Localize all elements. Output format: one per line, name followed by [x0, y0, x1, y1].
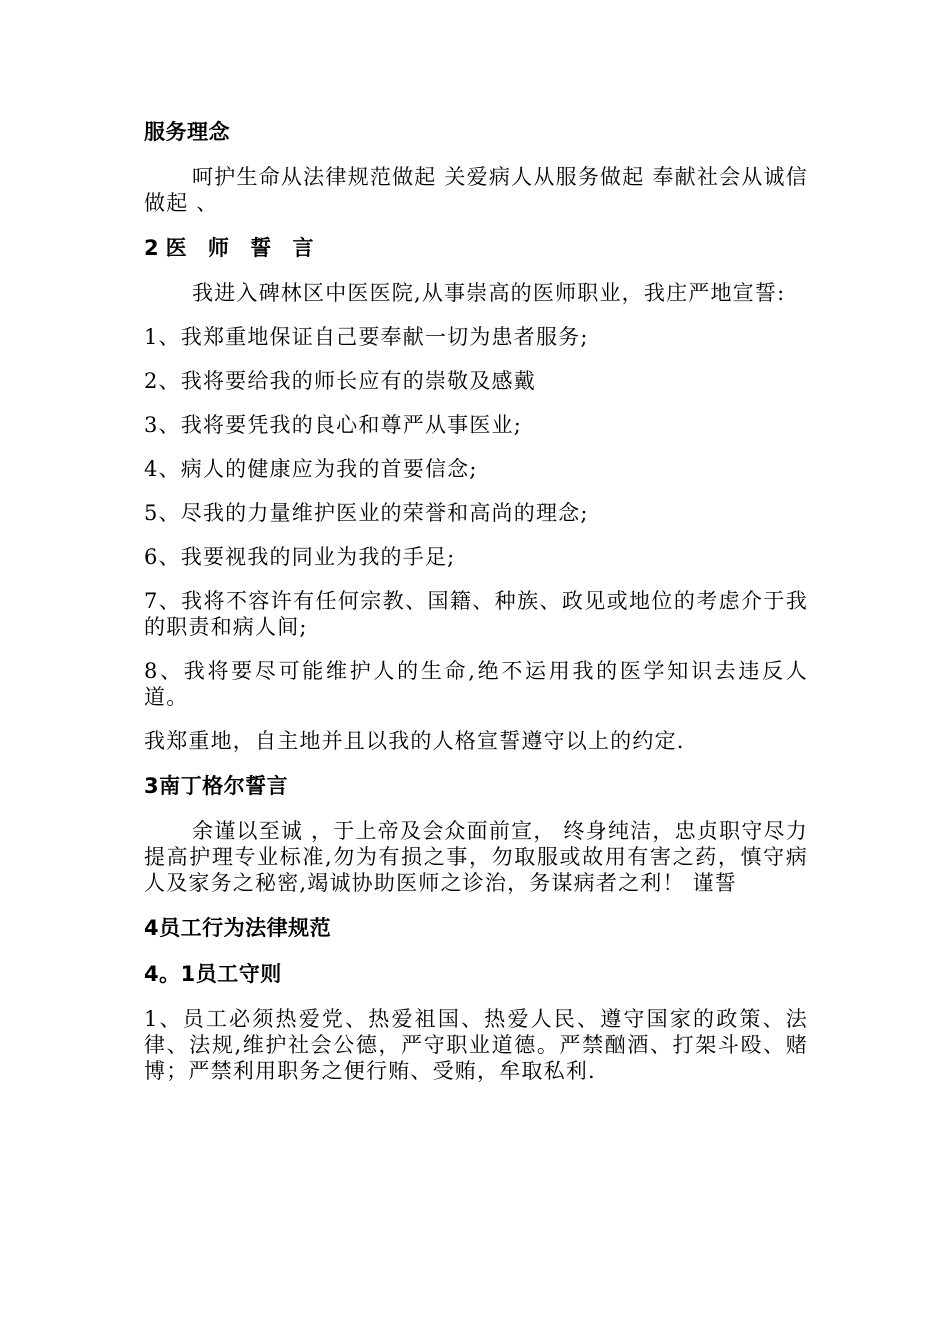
- oath-item: 2、我将要给我的师长应有的崇敬及感戴: [144, 369, 536, 393]
- oath-item: 6、我要视我的同业为我的手足;: [144, 545, 456, 569]
- physician-oath-heading: 2医 师 誓 言: [144, 236, 321, 260]
- document-page: [144, 118, 808, 1102]
- service-concept-text: 呵护生命从法律规范做起 关爱病人从服务做起 奉献社会从诚信做起 、: [144, 165, 808, 215]
- oath-item: 1、我郑重地保证自己要奉献一切为患者服务;: [144, 325, 589, 349]
- oath-item: 3、我将要凭我的良心和尊严从事医业;: [144, 413, 523, 437]
- nightingale-pledge-heading: 3南丁格尔誓言: [144, 774, 289, 798]
- oath-item: 5、尽我的力量维护医业的荣誉和高尚的理念;: [144, 501, 589, 525]
- physician-oath-intro: 我进入碑林区中医医院,从事崇高的医师职业，我庄严地宣誓:: [192, 281, 786, 305]
- nightingale-pledge-text: 余谨以至诚 ，于上帝及会众面前宣， 终身纯洁，忠贞职守尽力提高护理专业标准,勿为有损之事，勿取服或故用有害之药，慎守病人及家务之秘密,竭诚协助医师之诊治，务谋病者之利！ 谨誓: [144, 819, 808, 895]
- employee-rules-subheading: 4。1员工守则: [144, 962, 282, 986]
- oath-item: 8、我将要尽可能维护人的生命,绝不运用我的医学知识去违反人道。: [144, 659, 808, 709]
- service-concept-heading: 服务理念: [144, 120, 230, 144]
- oath-item: 7、我将不容许有任何宗教、国籍、种族、政见或地位的考虑介于我的职责和病人间;: [144, 589, 808, 639]
- oath-item: 4、病人的健康应为我的首要信念;: [144, 457, 478, 481]
- physician-oath-closing: 我郑重地，自主地并且以我的人格宣誓遵守以上的约定.: [144, 729, 685, 753]
- conduct-rules-heading: 4员工行为法律规范: [144, 916, 332, 940]
- employee-rules-text: 1、员工必须热爱党、热爱祖国、热爱人民、遵守国家的政策、法律、法规,维护社会公德，严守职业道德。严禁酗酒、打架斗殴、赌博；严禁利用职务之便行贿、受贿，牟取私利.: [144, 1007, 808, 1083]
